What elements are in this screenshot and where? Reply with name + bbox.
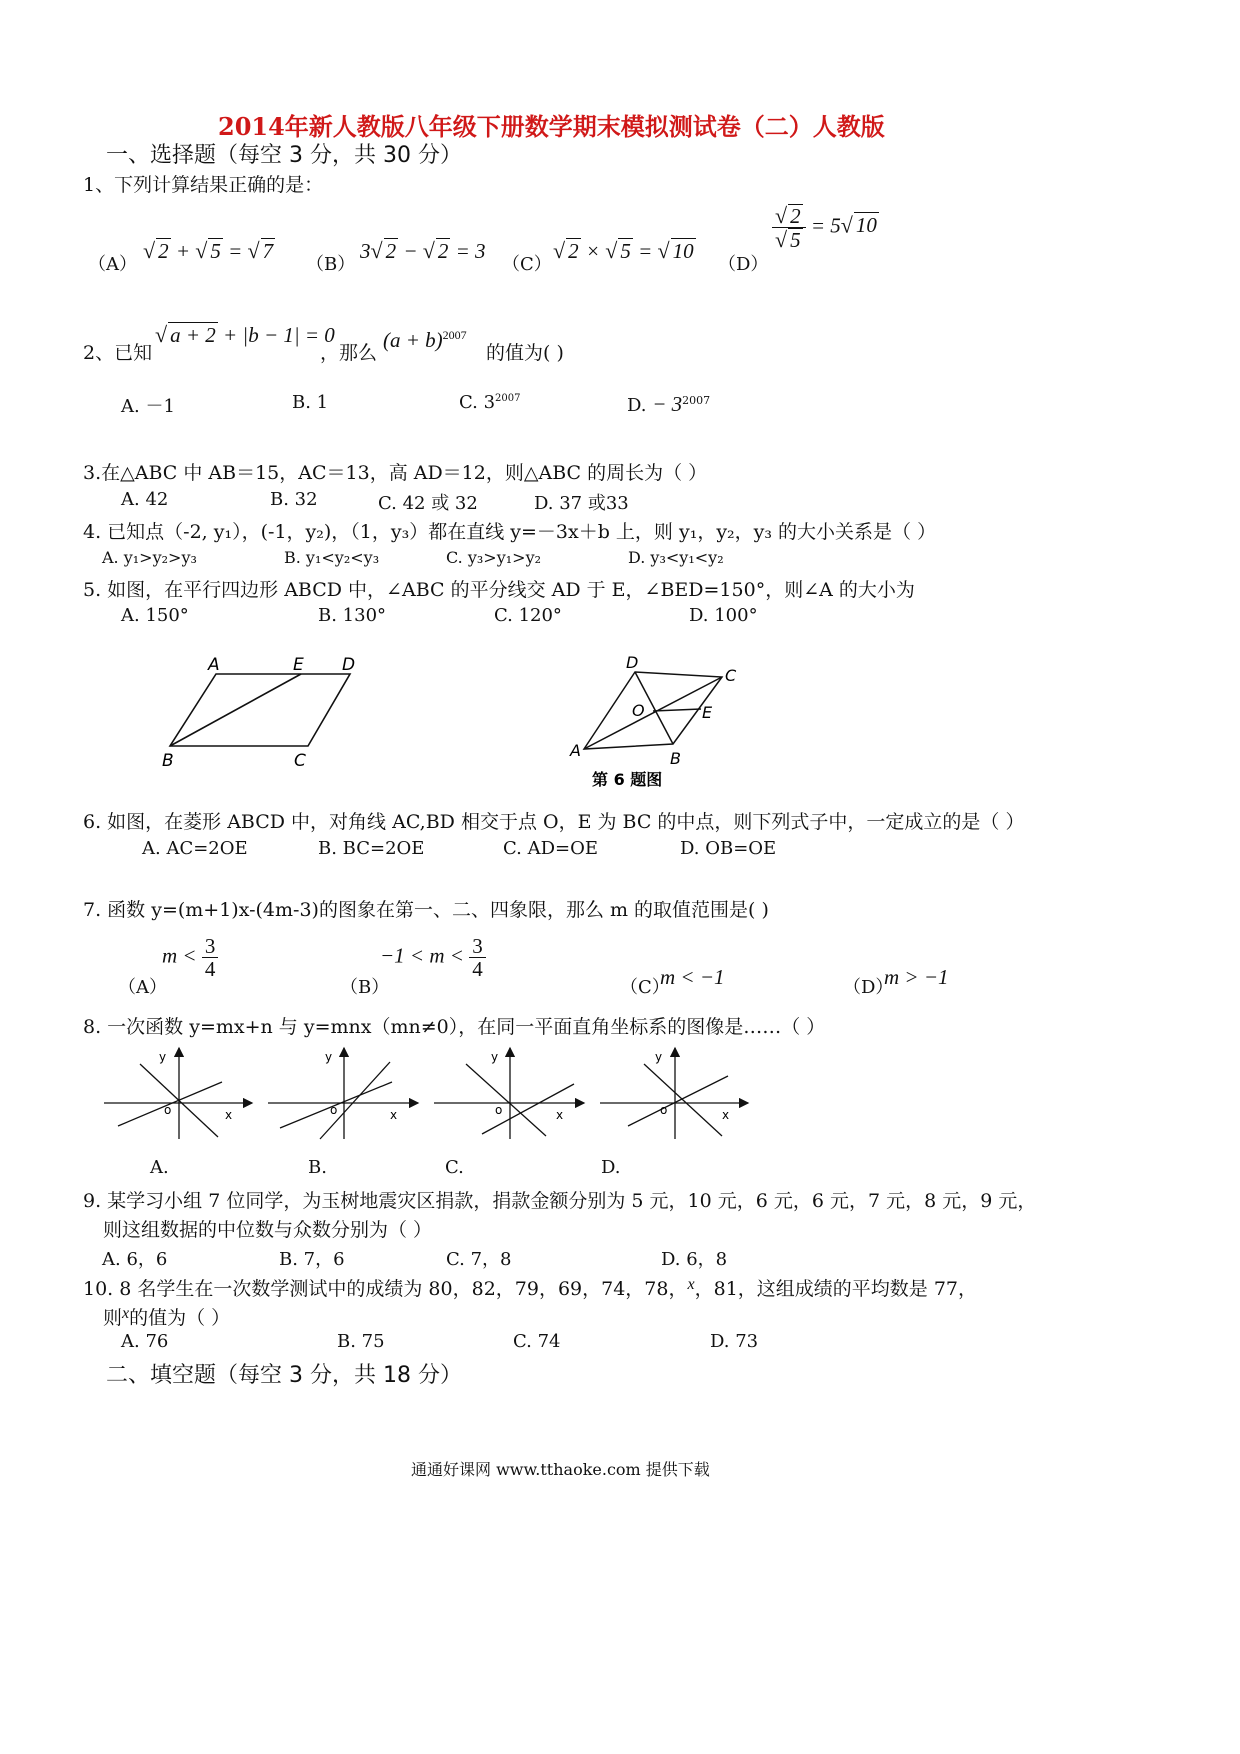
q8-graph-c [434,1048,584,1139]
q8-graph-b [268,1048,418,1139]
q7-option-c-label: （C） [620,977,670,998]
q5-option-b: B. 130° [318,605,387,626]
q8-a-axis-y: y [159,1050,167,1064]
fig6-label-b: B [670,749,681,768]
q1-option-c-expr: √ 2 × √ 5 = √ 10 [553,238,694,263]
question-2-post: 的值为( ) [486,342,564,364]
q3-option-b: B. 32 [270,489,318,510]
q8-a-axis-x: x [225,1108,233,1122]
q8-graph-d [600,1048,748,1139]
q2-option-a: A. －1 [121,396,175,417]
q6-option-a: A. AC=2OE [142,838,248,859]
q8-option-c: C. [445,1157,464,1178]
q1-option-b-label: （B） [306,254,356,275]
q8-option-a: A. [150,1157,169,1178]
q9-option-d: D. 6，8 [661,1249,728,1270]
fig6-label-e: E [702,703,713,722]
q7-option-b-label: （B） [340,977,390,998]
question-9-stem-line2: 则这组数据的中位数与众数分别为（ ） [103,1219,433,1241]
question-10-stem-line2: 则$^x$的值为（ ） [103,1305,231,1329]
q3-option-d: D. 37 或33 [534,493,629,514]
q9-option-a: A. 6，6 [102,1249,168,1270]
q2-power: $(a + b)^{2007}$ [383,328,467,352]
fig5-label-e: E [293,655,304,675]
q7-option-a-expr: m < $\frac{3}{4}$ [162,935,218,980]
question-10-stem-line1: 10. 8 名学生在一次数学测试中的成绩为 80，82，79，69，74，78，$^x$，81，这组成绩的平均数是 77， [83,1276,978,1300]
q8-b-axis-y: y [325,1050,333,1064]
fig5-label-d: D [342,655,356,675]
question-5-stem: 5. 如图，在平行四边形 ABCD 中，∠ABC 的平分线交 AD 于 E，∠BED=150°，则∠A 的大小为 [83,579,915,601]
q2-option-d: D. − $3^{2007}$ [627,392,711,416]
q8-option-b: B. [308,1157,327,1178]
q5-option-a: A. 150° [121,605,189,626]
question-8-stem: 8. 一次函数 y=mx+n 与 y=mnx（mn≠0），在同一平面直角坐标系的图像是……（ ） [83,1016,826,1038]
section-heading-choice: 一、选择题（每空 3 分，共 30 分） [106,143,462,168]
q1-option-c-label: （C） [502,254,552,275]
q9-option-b: B. 7，6 [279,1249,345,1270]
q1-option-d-expr: $\frac{√ 2}{√ 5}$ = 5√ 10 [772,204,879,251]
page-footer: 通通好课网 www.tthaoke.com 提供下载 [411,1460,710,1479]
q8-c-origin: o [495,1103,503,1117]
q4-option-c: C. y₃>y₁>y₂ [446,548,542,567]
q4-option-d: D. y₃<y₁<y₂ [628,548,724,567]
q8-graphs [100,1044,760,1144]
page-title: 2014年新人教版八年级下册数学期末模拟测试卷（二）人教版 [218,112,885,141]
q1-option-d-label: （D） [718,254,769,275]
question-4-stem: 4. 已知点（-2, y₁），(-1，y₂)，（1，y₃）都在直线 y=－3x＋b 上，则 y₁，y₂，y₃ 的大小关系是（ ） [83,521,937,543]
fig6-label-o: O [632,701,645,720]
q10-option-c: C. 74 [513,1331,561,1352]
q8-option-d: D. [601,1157,621,1178]
q2-condition: √ a + 2 + |b − 1| = 0 [155,322,335,347]
q1-option-a-label: （A） [88,254,137,275]
q3-option-c: C. 42 或 32 [378,493,478,514]
q9-option-c: C. 7，8 [446,1249,512,1270]
q8-a-origin: o [164,1103,172,1117]
q1-option-b-expr: 3√ 2 − √ 2 = 3 [360,238,486,263]
q2-option-b: B. 1 [292,392,329,413]
q6-rhombus-figure [560,652,760,792]
q7-option-b-expr: −1 < m < $\frac{3}{4}$ [380,935,486,980]
fig5-label-b: B [162,751,174,771]
question-9-stem-line1: 9. 某学习小组 7 位同学，为玉树地震灾区捐款，捐款金额分别为 5 元，10 元，6 元，6 元，7 元，8 元，9 元， [83,1190,1037,1212]
fig5-label-a: A [208,655,220,675]
question-7-stem: 7. 函数 y=(m+1)x-(4m-3)的图象在第一、二、四象限，那么 m 的取值范围是( ) [83,899,769,921]
q8-c-axis-x: x [556,1108,564,1122]
question-2-mid: ，那么 [320,342,378,364]
q6-option-b: B. BC=2OE [318,838,425,859]
q8-graph-a [104,1048,252,1139]
fig6-label-d: D [626,653,639,672]
q8-b-axis-x: x [390,1108,398,1122]
q1-option-a-expr: √ 2 + √ 5 = √ 7 [143,238,274,263]
q8-d-origin: o [660,1103,668,1117]
q5-parallelogram-figure [150,648,380,773]
q2-option-c: C. $3^{2007}$ [459,392,521,413]
q10-option-b: B. 75 [337,1331,385,1352]
q7-option-d-expr: m > −1 [884,965,949,989]
q5-option-d: D. 100° [689,605,758,626]
question-3-stem: 3.在△ABC 中 AB＝15，AC＝13，高 AD＝12，则△ABC 的周长为（ ） [83,462,708,484]
q10-option-a: A. 76 [121,1331,169,1352]
question-2-pre: 2、已知 [83,342,153,364]
q7-option-c-expr: m < −1 [660,965,725,989]
q10-option-d: D. 73 [710,1331,759,1352]
q6-option-d: D. OB=OE [680,838,777,859]
fig6-label-c: C [725,666,737,685]
q7-option-a-label: （A） [118,977,167,998]
q8-d-axis-x: x [722,1108,730,1122]
q4-option-a: A. y₁>y₂>y₃ [102,548,197,567]
q6-option-c: C. AD=OE [503,838,598,859]
q5-option-c: C. 120° [494,605,562,626]
q8-b-origin: o [330,1103,338,1117]
fig6-label-a: A [570,741,581,760]
question-6-stem: 6. 如图，在菱形 ABCD 中，对角线 AC,BD 相交于点 O，E 为 BC 的中点，则下列式子中，一定成立的是（ ） [83,811,1025,833]
q7-option-d-label: （D） [843,977,894,998]
q3-option-a: A. 42 [121,489,169,510]
q8-d-axis-y: y [655,1050,663,1064]
question-1-stem: 1、下列计算结果正确的是： [83,174,324,196]
q4-option-b: B. y₁<y₂<y₃ [284,548,380,567]
q8-c-axis-y: y [491,1050,499,1064]
fig6-caption: 第 6 题图 [592,770,663,789]
section-heading-fill-blank: 二、填空题（每空 3 分，共 18 分） [106,1363,462,1388]
fig5-label-c: C [294,751,306,771]
